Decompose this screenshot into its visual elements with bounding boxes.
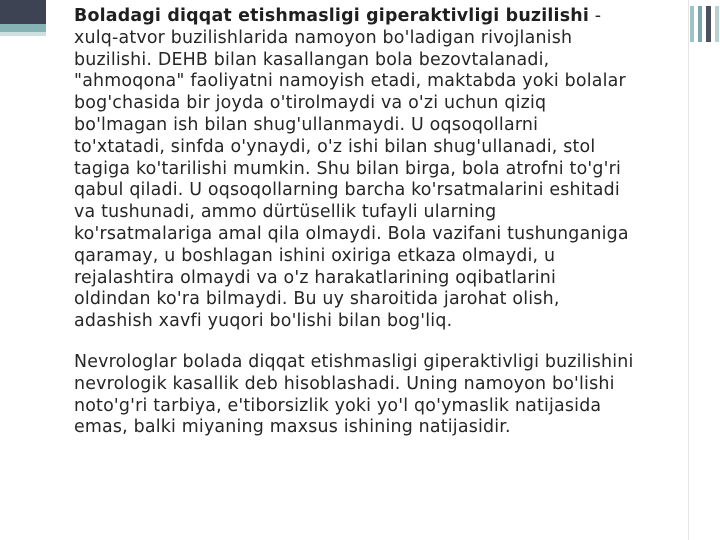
corner-pale-bar [0,32,46,36]
definition-body: - xulq-atvor buzilishlarida namoyon bo'ladigan rivojlanish buzilishi. DEHB bilan kasallangan bola bezovtalanadi, "ahmoqona" faoliyatni namoyish etadi, maktabda yoki bolalar bog'chasida bir joyda o'tirolmaydi va o'zi uchun qiziq bo'lmagan ish bilan shug'ullanmaydi. U oqsoqollarni to'xtatadi, sinfda o'ynaydi, o'z ishi bilan shug'ullanadi, stol tagiga ko'tarilishi mumkin. Shu bilan birga, bola atrofni to'g'ri qabul qiladi. U oqsoqollarning barcha ko'rsatmalarini eshitadi va tushunadi, ammo dürtüsellik tufayli ularning ko'rsatmalariga amal qila olmaydi. Bola vazifani tushunganiga qaramay, u boshlagan ishini oxiriga etkaza olmaydi, u rejalashtira olmaydi va o'z harakatlarining oqibatlarini oldindan ko'ra bilmaydi. Bu uy sharoitida jarohat olish, adashish xavfi yuqori bo'lishi bilan bog'liq. [74,6,629,332]
corner-decoration [0,0,46,36]
paragraph-body: Nevrologlar bolada diqqat etishmasligi giperaktivligi buzilishini nevrologik kasallik deb hisoblashadi. Uning namoyon bo'lishi noto'g'ri tarbiya, e'tiborsizlik yoki yo'l qo'ymaslik natijasida emas, balki miyaning maxsus ishining natijasidir. [74,351,634,438]
document-text [74,6,634,439]
decor-strip [706,6,711,42]
paragraph-neurologists [74,352,634,439]
corner-dark-bar [0,0,46,24]
document-page [46,0,688,540]
defined-term: Boladagi diqqat etishmasligi giperaktivligi buzilishi [74,6,590,26]
decor-strip [715,6,719,42]
decor-strip [690,6,694,42]
corner-teal-bar [0,24,46,32]
decor-strip [698,6,702,42]
paragraph-adhd-definition [74,6,634,333]
right-side-decoration [688,0,720,540]
